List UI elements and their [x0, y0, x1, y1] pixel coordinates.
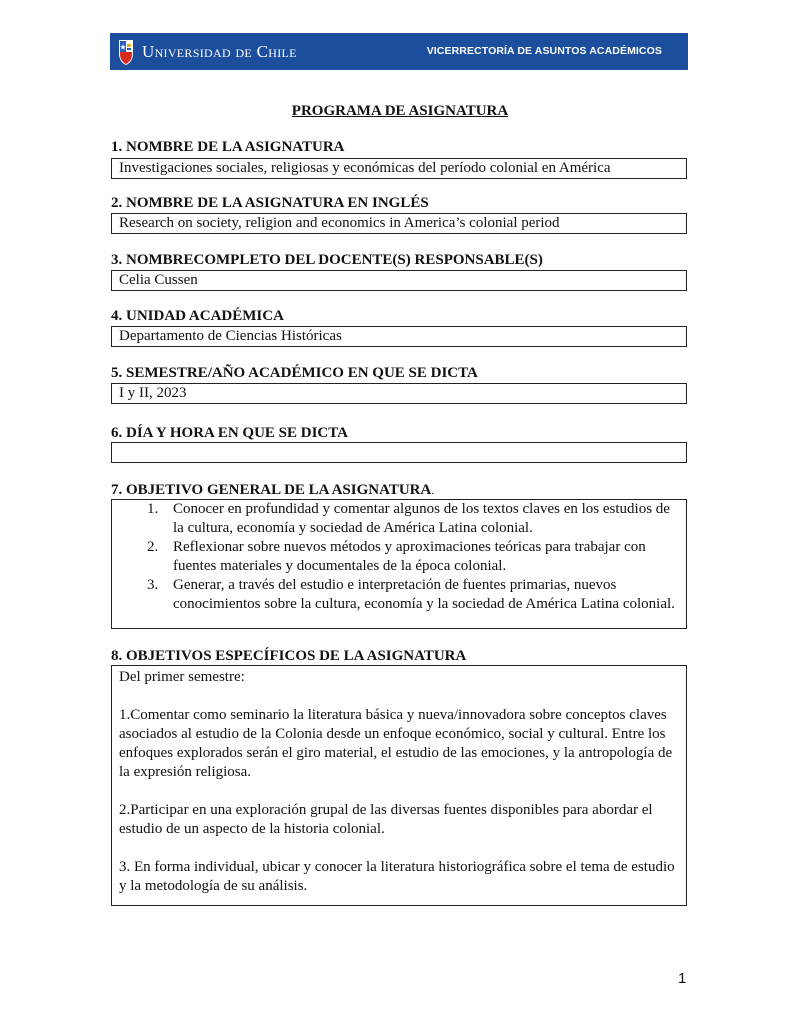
section-6-label: 6. DÍA Y HORA EN QUE SE DICTA [111, 425, 348, 441]
section-4-value: Departamento de Ciencias Históricas [119, 328, 342, 344]
section-8-intro: Del primer semestre: [119, 669, 245, 685]
page-number: 1 [678, 970, 687, 987]
university-shield-icon [117, 37, 135, 66]
section-2-value: Research on society, religion and economics in America’s colonial period [119, 215, 560, 231]
section-2-label: 2. NOMBRE DE LA ASIGNATURA EN INGLÉS [111, 195, 429, 211]
section-5-label: 5. SEMESTRE/AÑO ACADÉMICO EN QUE SE DICTA [111, 365, 478, 381]
section-8-box [111, 665, 687, 906]
section-1-box [111, 158, 687, 179]
section-7-box [111, 499, 687, 629]
general-objectives-list [119, 500, 679, 614]
section-5-box [111, 383, 687, 404]
specific-objective-1: 1.Comentar como seminario la literatura básica y nueva/innovadora sobre conceptos claves asociados al estudio de la Colonia desde un enfoque económico, social y cultural. Entre los enfoques explorados serán el giro material, el estudio de las emociones, y la antropología de la expresión religiosa. [119, 707, 673, 780]
specific-objective-3: 3. En forma individual, ubicar y conocer la literatura historiográfica sobre el tema de estudio y la metodología de su análisis. [119, 859, 675, 894]
section-6-box [111, 442, 687, 463]
section-8-label: 8. OBJETIVOS ESPECÍFICOS DE LA ASIGNATURA [111, 648, 467, 664]
specific-objective-2: 2.Participar en una exploración grupal de las diversas fuentes disponibles para abordar el estudio de un aspecto de la historia colonial. [119, 802, 653, 837]
section-7-label-suffix: . [431, 485, 435, 497]
list-item: 2. Reflexionar sobre nuevos métodos y aproximaciones teóricas para trabajar con fuentes materiales y documentales de la época colonial. [147, 539, 646, 574]
header-banner [110, 33, 688, 70]
section-7-label [111, 482, 434, 499]
section-7-label-text: 7. OBJETIVO GENERAL DE LA ASIGNATURA [111, 482, 432, 498]
university-name: Universidad de Chile [142, 42, 297, 61]
section-3-value: Celia Cussen [119, 272, 198, 288]
section-3-box [111, 270, 687, 291]
section-4-label: 4. UNIDAD ACADÉMICA [111, 308, 284, 324]
office-name: VICERRECTORÍA DE ASUNTOS ACADÉMICOS [426, 45, 662, 57]
list-item: 1. Conocer en profundidad y comentar algunos de los textos claves en los estudios de la cultura, economía y sociedad de América Latina colonial. [147, 501, 670, 536]
document-title: PROGRAMA DE ASIGNATURA [291, 103, 509, 119]
section-5-value: I y II, 2023 [119, 385, 187, 401]
section-4-box [111, 326, 687, 347]
list-item: 3. Generar, a través del estudio e interpretación de fuentes primarias, nuevos conocimientos sobre la cultura, economía y la sociedad de América Latina colonial. [147, 577, 675, 612]
section-2-box [111, 213, 687, 234]
section-1-value: Investigaciones sociales, religiosas y económicas del período colonial en América [119, 160, 611, 176]
section-1-label: 1. NOMBRE DE LA ASIGNATURA [111, 139, 345, 155]
section-3-label: 3. NOMBRECOMPLETO DEL DOCENTE(S) RESPONSABLE(S) [111, 252, 543, 268]
